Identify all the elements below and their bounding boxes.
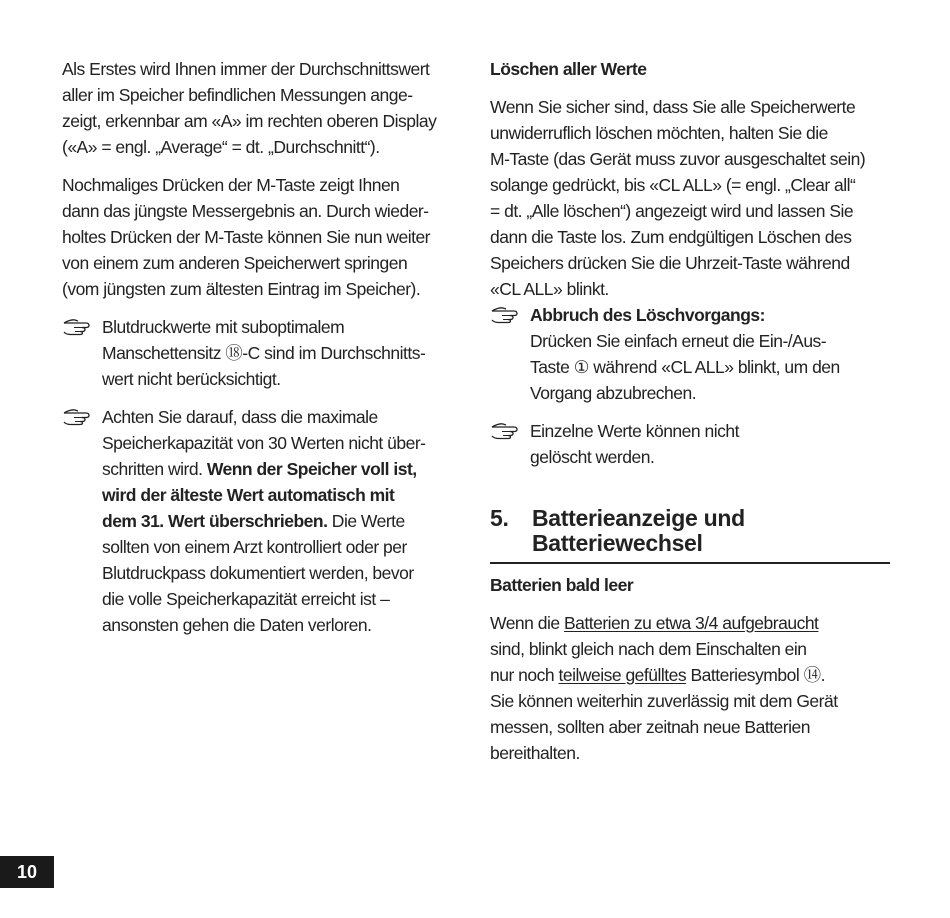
hint-memory-capacity [62,404,462,638]
text-line [490,662,890,688]
text-line: wert nicht berücksichtigt. [102,369,281,389]
text-line: Blutdruckwerte mit suboptimalem [102,317,345,337]
paragraph-m-key [62,172,462,302]
paragraph-average [62,56,462,160]
text-line: solange gedrückt, bis «CL ALL» (= engl. „Clear all“ [490,175,856,195]
bold-text: Abbruch des Löschvorgangs: [530,305,765,325]
bold-text: dem 31. Wert überschrieben. [102,511,328,531]
text-line: Taste ① während «CL ALL» blinkt, um den [530,357,840,377]
text-line: Manschettensitz ⑱-C sind im Durchschnitts- [102,343,426,363]
text-line: Drücken Sie einfach erneut die Ein-/Aus- [530,331,827,351]
text-line: Einzelne Werte können nicht [530,421,739,441]
delete-all-heading: Löschen aller Werte [490,59,647,79]
paragraph-battery-low [490,610,890,766]
text-line [490,610,890,636]
text-line: holtes Drücken der M-Taste können Sie nun weiter [62,227,431,247]
text-line: zeigt, erkennbar am «A» im rechten oberen Display [62,111,437,131]
text-run: schritten wird. [102,459,207,479]
page-number: 10 [0,856,54,888]
text-line: Vorgang abzubrechen. [530,383,697,403]
text-line: («A» = engl. „Average“ = dt. „Durchschnitt“). [62,137,380,157]
pointing-hand-icon [490,304,526,324]
text-run: Die Werte [327,511,405,531]
text-run: nur noch [490,665,559,685]
text-line: Achten Sie darauf, dass die maximale [102,407,378,427]
text-line: Wenn Sie sicher sind, dass Sie alle Speicherwerte [490,97,856,117]
text-line: Nochmaliges Drücken der M-Taste zeigt Ihnen [62,175,400,195]
left-column [62,56,462,650]
text-line: Speicherkapazität von 30 Werten nicht über- [102,433,426,453]
text-line: messen, sollten aber zeitnah neue Batterien [490,717,810,737]
hint-single-values [490,418,890,470]
hint-abort-delete [490,302,890,406]
text-line: Batterieanzeige und [532,505,745,531]
text-line: = dt. „Alle löschen“) angezeigt wird und lassen Sie [490,201,854,221]
text-line: (vom jüngsten zum ältesten Eintrag im Speicher). [62,279,421,299]
text-line: sind, blinkt gleich nach dem Einschalten ein [490,639,807,659]
pointing-hand-icon [490,420,526,440]
text-run: Wenn die [490,613,564,633]
text-line: die volle Speicherkapazität erreicht ist – [102,589,390,609]
text-line: unwiderruflich löschen möchten, halten Sie die [490,123,828,143]
text-line: «CL ALL» blinkt. [490,279,609,299]
bold-text: wird der älteste Wert automatisch mit [102,485,395,505]
abort-heading [530,302,890,328]
underlined-text: teilweise gefülltes [558,665,687,685]
text-line: dann das jüngste Messergebnis an. Durch wieder- [62,201,429,221]
text-line: dann die Taste los. Zum endgültigen Löschen des [490,227,852,247]
text-line: ansonsten gehen die Daten verloren. [102,615,372,635]
text-line: Batteriewechsel [532,530,703,556]
pointing-hand-icon [62,406,98,426]
section-heading [490,506,890,564]
text-line: Blutdruckpass dokumentiert werden, bevor [102,563,414,583]
text-run: Batteriesymbol ⑭. [686,665,825,685]
section-number: 5. [490,505,509,531]
underlined-text: Batterien zu etwa 3/4 aufgebraucht [563,613,819,633]
text-line: gelöscht werden. [530,447,655,467]
text-line: sollten von einem Arzt kontrolliert oder per [102,537,407,557]
right-column [490,56,890,766]
battery-low-heading: Batterien bald leer [490,575,634,595]
text-line: bereithalten. [490,743,580,763]
text-line: Sie können weiterhin zuverlässig mit dem Gerät [490,691,838,711]
text-line: Speichers drücken Sie die Uhrzeit-Taste während [490,253,850,273]
text-line [102,482,462,508]
paragraph-delete-all [490,94,890,302]
text-line: M-Taste (das Gerät muss zuvor ausgeschaltet sein) [490,149,866,169]
text-line: von einem zum anderen Speicherwert springen [62,253,408,273]
section-title-text [532,506,745,556]
text-line [102,508,462,534]
text-line: aller im Speicher befindlichen Messungen ange- [62,85,413,105]
text-line [102,456,462,482]
pointing-hand-icon [62,316,98,336]
bold-text: Wenn der Speicher voll ist, [206,459,417,479]
text-line: Als Erstes wird Ihnen immer der Durchschnittswert [62,59,430,79]
section-title [490,506,890,556]
hint-cuff-position [62,314,462,392]
